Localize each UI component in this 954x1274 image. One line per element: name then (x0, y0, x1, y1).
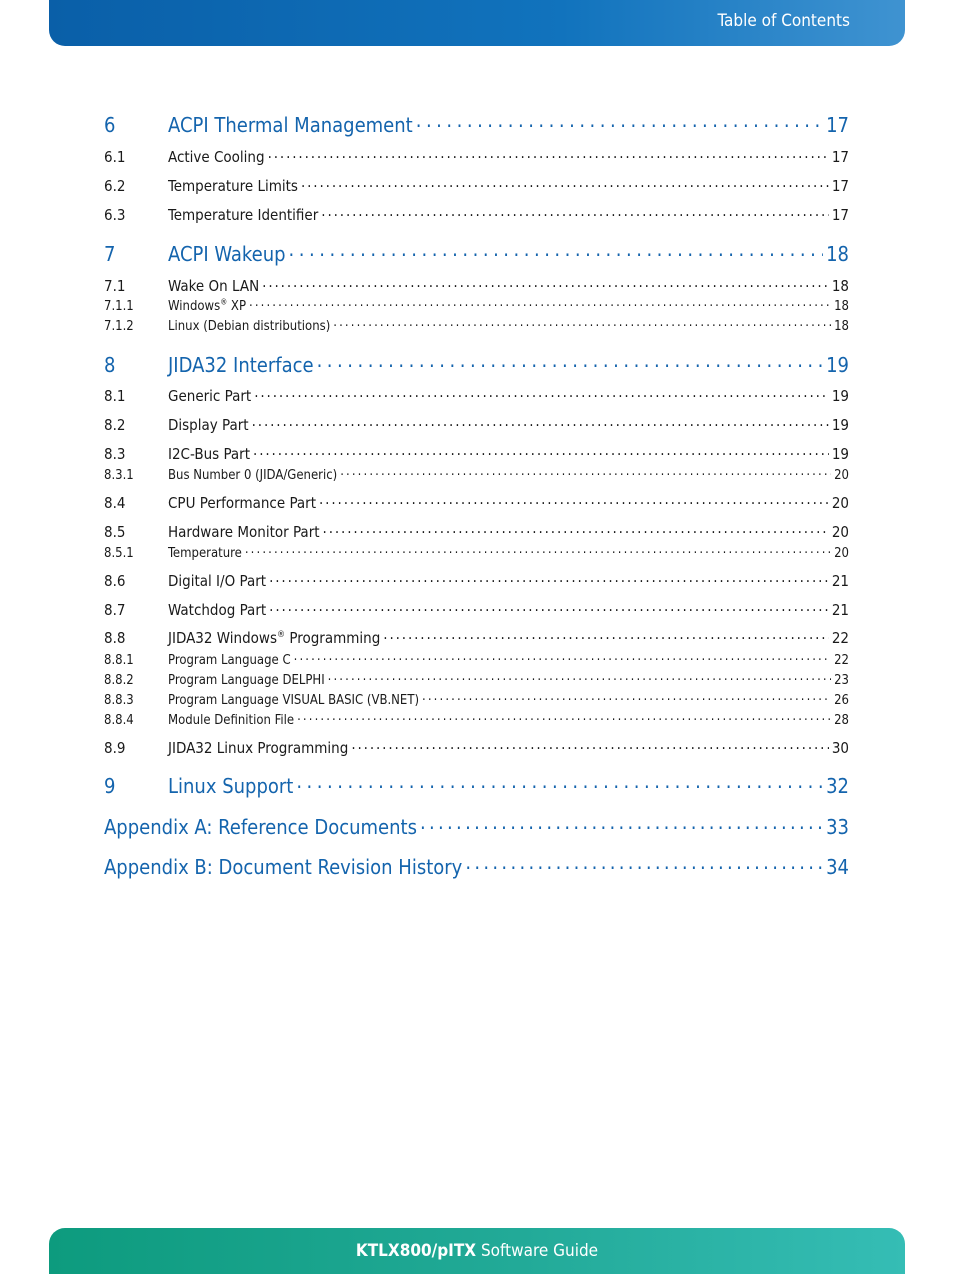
toc-entry-page: 19 (826, 353, 849, 377)
footer-banner (49, 1228, 905, 1274)
toc-entry-number: 6 (104, 113, 116, 137)
toc-entry-title (168, 774, 293, 798)
toc-entry-title-text: Generic Part (168, 387, 252, 405)
toc-entry-title (168, 353, 314, 377)
toc-entry-title-text: JIDA32 Windows (168, 629, 277, 647)
toc-entry-title (168, 739, 348, 757)
dot-leader (254, 386, 829, 401)
toc-entry-title (168, 629, 380, 647)
toc-entry[interactable] (104, 276, 849, 295)
toc-entry-title (168, 242, 286, 266)
toc-entry-page: 20 (834, 546, 849, 561)
dot-leader (321, 205, 829, 220)
toc-entry-number: 8.1 (104, 387, 126, 405)
toc-entry-title (168, 445, 250, 463)
dot-leader (262, 276, 829, 291)
toc-entry[interactable] (104, 386, 849, 405)
toc-entry-number: 8.6 (104, 572, 126, 590)
dot-leader (465, 854, 823, 874)
dot-leader (269, 571, 829, 586)
toc-entry-title-text: Temperature (168, 546, 242, 561)
toc-entry-title (104, 815, 417, 839)
toc-entry[interactable] (104, 522, 849, 541)
dot-leader (319, 493, 829, 508)
toc-entry-page: 18 (834, 319, 849, 334)
toc-entry-number: 8.9 (104, 739, 126, 757)
toc-entry-title (168, 416, 249, 434)
toc-entry-title-text: Hardware Monitor Part (168, 523, 320, 541)
toc-entry-page: 17 (831, 148, 849, 166)
toc-entry-title-text: Watchdog Part (168, 601, 267, 619)
toc-entry-title (168, 177, 298, 195)
dot-leader (268, 147, 829, 162)
toc-entry-number: 7.1.1 (104, 299, 134, 314)
toc-entry-title-text: I2C-Bus Part (168, 445, 251, 463)
toc-entry-title (168, 468, 337, 483)
footer-product-suffix: Software Guide (476, 1241, 599, 1261)
dot-leader (333, 317, 831, 330)
toc-entry-title (168, 713, 294, 728)
toc-entry-number: 8 (104, 353, 116, 377)
toc-entry-title (168, 546, 242, 561)
toc-entry[interactable] (104, 415, 849, 434)
toc-entry-number: 7 (104, 242, 116, 266)
toc-entry-title-text: Display Part (168, 416, 249, 434)
toc-entry-number: 8.8.4 (104, 713, 134, 728)
toc-entry[interactable] (104, 444, 849, 463)
toc-entry[interactable] (104, 691, 849, 708)
toc-entry[interactable] (104, 738, 849, 757)
toc-entry-title-text: Wake On LAN (168, 277, 260, 295)
toc-entry-title (168, 148, 265, 166)
registered-mark: ® (276, 630, 286, 640)
toc-entry-number: 8.8 (104, 629, 126, 647)
toc-entry-page: 20 (831, 523, 849, 541)
toc-entry-title (168, 206, 318, 224)
toc-entry-title (168, 523, 320, 541)
toc-entry-title-text: JIDA32 Linux Programming (168, 739, 349, 757)
toc-entry[interactable] (104, 814, 849, 839)
toc-entry[interactable] (104, 493, 849, 512)
toc-entry-page: 21 (831, 601, 849, 619)
toc-entry-page: 21 (831, 572, 849, 590)
toc-entry-page: 22 (831, 629, 849, 647)
toc-entry[interactable] (104, 600, 849, 619)
toc-entry-page: 18 (826, 242, 849, 266)
footer-product-label (49, 1241, 905, 1261)
toc-entry-page: 19 (831, 445, 849, 463)
dot-leader (317, 352, 824, 372)
dot-leader (249, 297, 831, 310)
toc-entry-page: 17 (831, 206, 849, 224)
toc-entry-number: 8.7 (104, 601, 126, 619)
dot-leader (422, 691, 831, 704)
dot-leader (296, 773, 823, 793)
toc-entry-title (168, 277, 259, 295)
header-banner (49, 0, 905, 46)
toc-entry-number: 9 (104, 774, 116, 798)
toc-entry-title-text: Linux (Debian distributions) (168, 319, 331, 334)
toc-entry[interactable] (104, 651, 849, 668)
toc-entry-page: 18 (834, 299, 849, 314)
toc-entry-title (168, 319, 330, 334)
toc-entry-number: 6.1 (104, 148, 126, 166)
toc-entry-title-text: ACPI Wakeup (168, 242, 286, 266)
dot-leader (253, 444, 829, 459)
toc-entry-page: 26 (834, 693, 849, 708)
footer-product-name: KTLX800/pITX (355, 1241, 477, 1261)
dot-leader (328, 671, 831, 684)
toc-entry-title (168, 601, 266, 619)
toc-entry-number: 8.5.1 (104, 546, 134, 561)
toc-entry[interactable] (104, 352, 849, 377)
toc-entry-title-text: Program Language VISUAL BASIC (VB.NET) (168, 693, 420, 708)
dot-leader (416, 112, 823, 132)
dot-leader (340, 466, 831, 479)
toc-entry-number: 6.3 (104, 206, 126, 224)
toc-entry[interactable] (104, 317, 849, 334)
toc-entry-page: 22 (834, 653, 849, 668)
toc-entry[interactable] (104, 628, 849, 647)
dot-leader (301, 176, 829, 191)
dot-leader (269, 600, 829, 615)
dot-leader (289, 241, 824, 261)
toc-entry[interactable] (104, 466, 849, 483)
toc-entry[interactable] (104, 176, 849, 195)
toc-entry-page: 18 (831, 277, 849, 295)
toc-entry-title (168, 693, 419, 708)
toc-entry-title (168, 673, 325, 688)
toc-entry-title-text: Windows (168, 299, 221, 314)
toc-entry-page: 32 (826, 774, 849, 798)
dot-leader (294, 651, 831, 664)
toc-entry-number: 8.4 (104, 494, 126, 512)
toc-entry-page: 20 (831, 494, 849, 512)
toc-entry-page: 19 (831, 416, 849, 434)
toc-entry[interactable] (104, 671, 849, 688)
toc-entry[interactable] (104, 854, 849, 879)
toc-entry[interactable] (104, 241, 849, 266)
toc-entry[interactable] (104, 773, 849, 798)
toc-entry-title (104, 855, 462, 879)
toc-entry-title-text: Program Language DELPHI (168, 673, 325, 688)
toc-entry-page: 23 (834, 673, 849, 688)
toc-entry-title (168, 299, 246, 314)
toc-entry[interactable] (104, 147, 849, 166)
toc-entry-page: 30 (831, 739, 849, 757)
toc-entry-page: 33 (826, 815, 849, 839)
toc-entry-number: 8.8.3 (104, 693, 134, 708)
toc-entry-title (168, 572, 266, 590)
toc-entry[interactable] (104, 571, 849, 590)
toc-entry-title-text: ACPI Thermal Management (168, 113, 413, 137)
toc-entry-number: 8.5 (104, 523, 126, 541)
toc-entry[interactable] (104, 544, 849, 561)
toc-entry-title-text: Linux Support (168, 774, 294, 798)
toc-entry-title (168, 653, 291, 668)
toc-entry-page: 17 (826, 113, 849, 137)
toc-entry[interactable] (104, 205, 849, 224)
toc-entry-page: 28 (834, 713, 849, 728)
toc-entry-page: 17 (831, 177, 849, 195)
toc-entry-title-text: Temperature Identifier (168, 206, 319, 224)
toc-entry[interactable] (104, 112, 849, 137)
toc-entry-title-text: Appendix A: Reference Documents (104, 815, 417, 839)
toc-entry-title-text: CPU Performance Part (168, 494, 317, 512)
toc-entry-title (168, 387, 251, 405)
toc-entry-number: 6.2 (104, 177, 126, 195)
toc-entry[interactable] (104, 711, 849, 728)
registered-mark: ® (220, 297, 228, 307)
dot-leader (420, 814, 823, 834)
toc-entry-number: 8.2 (104, 416, 126, 434)
toc-entry-title-text: Active Cooling (168, 148, 265, 166)
toc-entry-page: 19 (831, 387, 849, 405)
toc-entry-number: 8.3.1 (104, 468, 134, 483)
toc-entry-number: 7.1.2 (104, 319, 134, 334)
toc-entry-title-text: Appendix B: Document Revision History (104, 855, 463, 879)
dot-leader (323, 522, 829, 537)
dot-leader (245, 544, 831, 557)
toc-entry-number: 8.8.1 (104, 653, 134, 668)
dot-leader (351, 738, 829, 753)
toc-entry-title-text: Module Definition File (168, 713, 295, 728)
toc-entry-title (168, 494, 316, 512)
toc-entry-title-suffix: XP (227, 299, 246, 314)
toc-entry-page: 34 (826, 855, 849, 879)
dot-leader (383, 628, 829, 643)
toc-entry-number: 7.1 (104, 277, 126, 295)
toc-entry-title (168, 113, 413, 137)
dot-leader (252, 415, 829, 430)
toc-entry[interactable] (104, 297, 849, 314)
dot-leader (297, 711, 831, 724)
toc-entry-title-text: Temperature Limits (168, 177, 298, 195)
toc-entry-page: 20 (834, 468, 849, 483)
toc-entry-title-text: Digital I/O Part (168, 572, 267, 590)
header-section-label: Table of Contents (717, 11, 850, 31)
toc-entry-title-suffix: Programming (285, 629, 381, 647)
toc-entry-number: 8.3 (104, 445, 126, 463)
toc-entry-number: 8.8.2 (104, 673, 134, 688)
toc-entry-title-text: Program Language C (168, 653, 291, 668)
toc-entry-title-text: JIDA32 Interface (168, 353, 314, 377)
toc-entry-title-text: Bus Number 0 (JIDA/Generic) (168, 468, 338, 483)
